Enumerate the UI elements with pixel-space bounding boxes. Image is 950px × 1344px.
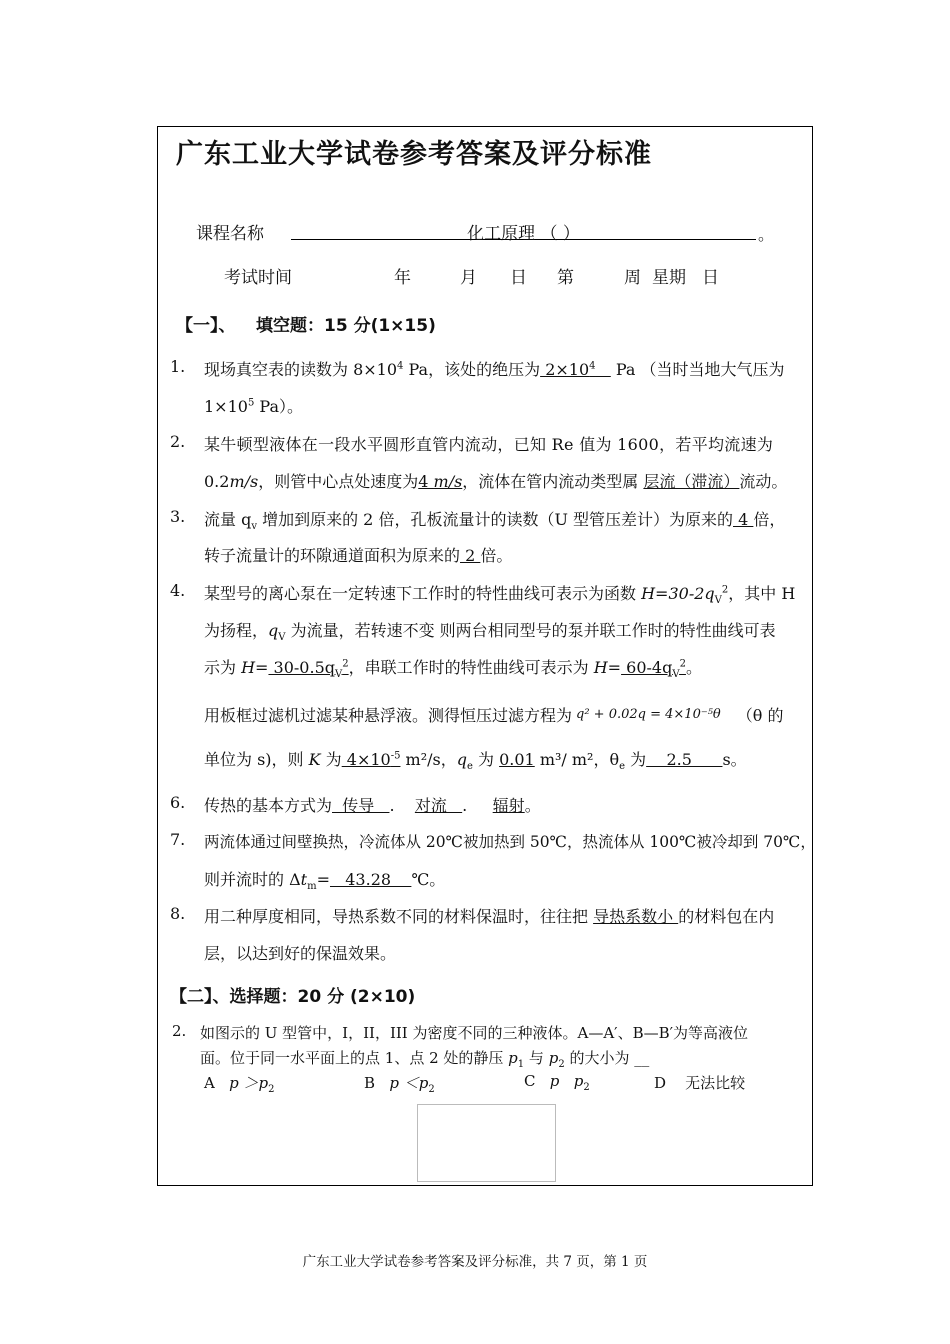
q4-answer1-sup: 2 bbox=[342, 658, 349, 670]
q4-line3-a: 示为 bbox=[204, 658, 242, 677]
q5-line2-c: m²/s， bbox=[400, 750, 457, 769]
q4-answer1 bbox=[268, 658, 349, 681]
q4-line2-q: q bbox=[268, 621, 279, 640]
course-field bbox=[291, 219, 756, 244]
mc2-line2 bbox=[200, 1047, 649, 1070]
section1-title: 填空题：15 分(1×15) bbox=[256, 316, 436, 336]
q3-answer2: 2 bbox=[460, 546, 481, 565]
option-a-label: A bbox=[204, 1074, 215, 1092]
date-week: 周 bbox=[624, 268, 641, 288]
q5-answer1-value: 4×10 bbox=[341, 750, 391, 769]
q2-line1: 某牛顿型液体在一段水平圆形直管内流动，已知 Re 值为 1600，若平均流速为 bbox=[204, 435, 774, 454]
option-c-label: C bbox=[524, 1072, 536, 1090]
q2-unit-a: m/s bbox=[229, 472, 259, 491]
exam-time-label: 考试时间 bbox=[224, 268, 292, 288]
date-month: 月 bbox=[460, 268, 477, 288]
q8-answer: 导热系数小 bbox=[593, 907, 679, 926]
q5-answer3: 2.5 bbox=[646, 750, 723, 769]
q2-text-d: 流动。 bbox=[739, 472, 788, 491]
page-footer: 广东工业大学试卷参考答案及评分标准，共 7 页，第 1 页 bbox=[302, 1254, 648, 1270]
q2-text-b: ，则管中心点处速度为 bbox=[258, 472, 419, 491]
option-a-sub: 2 bbox=[268, 1084, 275, 1095]
q4-line1 bbox=[204, 581, 795, 606]
q4-formula: H=30-2q bbox=[641, 584, 715, 603]
q4-text-a: 某型号的离心泵在一定转速下工作时的特性曲线可表示为函数 bbox=[204, 584, 642, 603]
q3-line2-b: 倍。 bbox=[480, 546, 513, 565]
course-label: 课程名称 bbox=[196, 224, 264, 244]
mc2-option-a bbox=[204, 1072, 275, 1095]
q4-number: 4. bbox=[170, 581, 186, 600]
q5-line2-a: 单位为 s)，则 bbox=[204, 750, 309, 769]
q4-formula-sub: V bbox=[714, 595, 722, 607]
q5-formula: q² + 0.02q = 4×10⁻⁵θ bbox=[576, 707, 721, 722]
q2-text-a: 0.2 bbox=[204, 472, 230, 491]
q4-answer2-sub: V bbox=[672, 669, 680, 681]
q1-text-b: Pa，该处的绝压为 bbox=[403, 360, 541, 379]
q1-line2 bbox=[204, 394, 303, 417]
q5-answer2: 0.01 bbox=[499, 750, 535, 769]
u-tube-figure-placeholder bbox=[417, 1104, 556, 1182]
q1-text-e: Pa）。 bbox=[254, 397, 304, 416]
q4-answer1-sub: V bbox=[335, 669, 343, 681]
section2-heading: 【二】、选择题：20 分 (2×10) bbox=[170, 987, 416, 1007]
q8-line1 bbox=[204, 904, 774, 927]
mc2-line2-a: 面。位于同一水平面上的点 1、点 2 处的静压 bbox=[200, 1049, 509, 1067]
q4-line2-b: 为流量，若转速不变 则两台相同型号的泵并联工作时的特性曲线可表 bbox=[285, 621, 776, 640]
q4-answer1-value: 30-0.5q bbox=[268, 658, 335, 677]
q2-text-c: ，流体在管内流动类型属 bbox=[462, 472, 644, 491]
option-b-sub: 2 bbox=[428, 1084, 435, 1095]
q2-answer1-value: 4 bbox=[418, 472, 434, 491]
q6-text-c: . bbox=[462, 796, 493, 815]
q4-line2 bbox=[204, 618, 776, 643]
section1-heading: 【一】、 bbox=[176, 316, 236, 336]
q7-line2 bbox=[204, 867, 445, 892]
q4-answer2 bbox=[621, 658, 686, 681]
mc2-option-d bbox=[654, 1072, 745, 1093]
date-weekday: 日 bbox=[702, 268, 719, 288]
course-line bbox=[196, 219, 264, 244]
q3-sub-a: v bbox=[251, 521, 257, 533]
option-a-text: p ＞p bbox=[229, 1074, 269, 1092]
q4-line3-h: H= bbox=[241, 658, 269, 677]
q5-theta-sub: e bbox=[619, 761, 626, 773]
q7-number: 7. bbox=[170, 830, 186, 849]
mc2-line1: 如图示的 U 型管中，I，II，III 为密度不同的三种液体。A—A′、B—B′为等高液位 bbox=[200, 1024, 749, 1042]
q1-answer-base: 2×10 bbox=[540, 360, 590, 379]
q6-text-a: 传热的基本方式为 bbox=[204, 796, 333, 815]
q8-number: 8. bbox=[170, 904, 186, 923]
q6-text-b: . bbox=[389, 796, 415, 815]
q4-answer2-value: 60-4q bbox=[621, 658, 673, 677]
option-d-text: 无法比较 bbox=[685, 1074, 746, 1092]
course-value: 化工原理 （ ） bbox=[467, 224, 580, 244]
q4-text-b: ，其中 H bbox=[728, 584, 796, 603]
q1-answer bbox=[540, 360, 611, 379]
mc2-option-c bbox=[524, 1072, 590, 1093]
option-c-sub: 2 bbox=[583, 1082, 590, 1093]
date-weekday-label: 星期 bbox=[652, 268, 686, 288]
q7-line1: 两流体通过间壁换热，冷流体从 20℃被加热到 50℃，热流体从 100℃被冷却到 70℃， bbox=[204, 833, 816, 851]
q8-line1-b: 的材料包在内 bbox=[678, 907, 775, 926]
q5-line2-e: m³/ m²， bbox=[534, 750, 610, 769]
course-end: 。 bbox=[758, 225, 775, 244]
option-d-label: D bbox=[654, 1074, 667, 1092]
q6-answer3: 辐射 bbox=[492, 796, 525, 815]
q5-line2-d: 为 bbox=[472, 750, 500, 769]
q7-line2-a: 则并流时的 Δ bbox=[204, 870, 301, 889]
q3-number: 3. bbox=[170, 507, 186, 526]
date-year: 年 bbox=[394, 268, 411, 288]
q3-line2 bbox=[204, 543, 512, 566]
q3-answer1: 4 bbox=[733, 510, 754, 529]
q7-t-sub: m bbox=[307, 881, 317, 893]
q7-t: t bbox=[300, 870, 308, 889]
mc2-line2-b: 与 bbox=[524, 1049, 549, 1067]
q7-line2-b: = bbox=[316, 870, 330, 889]
q2-answer1-unit: m/s bbox=[433, 472, 463, 491]
q5-answer1 bbox=[342, 750, 401, 769]
q1-number: 1. bbox=[170, 357, 186, 376]
page-title: 广东工业大学试卷参考答案及评分标准 bbox=[176, 139, 652, 170]
q7-answer: 43.28 bbox=[329, 870, 412, 889]
q4-line3-b: ，串联工作时的特性曲线可表示为 bbox=[348, 658, 594, 677]
date-week-prefix: 第 bbox=[557, 268, 574, 288]
option-c-text: p p bbox=[549, 1072, 584, 1090]
q5-line2-g: s。 bbox=[722, 750, 747, 769]
mc2-number: 2. bbox=[172, 1022, 187, 1040]
q4-line2-a: 为扬程， bbox=[204, 621, 269, 640]
q1-text-a: 现场真空表的读数为 8×10 bbox=[204, 360, 398, 379]
q7-line2-c: ℃。 bbox=[411, 870, 446, 889]
q1-text-c: Pa （当时当地大气压为 bbox=[610, 360, 785, 379]
q2-number: 2. bbox=[170, 432, 186, 451]
q4-line2-sub: V bbox=[278, 632, 286, 644]
mc2-p2: p bbox=[548, 1049, 559, 1067]
mc2-p1-sub: 1 bbox=[517, 1059, 525, 1070]
q6-text-d: 。 bbox=[524, 796, 541, 815]
q6-answer2: 对流 bbox=[414, 796, 463, 815]
q3-line1 bbox=[204, 507, 785, 532]
q5-line2 bbox=[204, 747, 747, 772]
date-day: 日 bbox=[510, 268, 527, 288]
q1-text-d: 1×10 bbox=[204, 397, 248, 416]
mc2-line2-c: 的大小为 __ bbox=[564, 1049, 650, 1067]
q2-answer2: 层流（滞流） bbox=[643, 472, 740, 491]
q8-line2: 层，以达到好的保温效果。 bbox=[204, 944, 397, 963]
q5-text-a: 用板框过滤机过滤某种悬浮液。测得恒压过滤方程为 bbox=[204, 706, 573, 725]
q2-answer1 bbox=[418, 472, 462, 491]
q5-line2-b: 为 bbox=[320, 750, 342, 769]
q1-sup-a: 4 bbox=[397, 360, 404, 372]
q4-line3-h2: H= bbox=[593, 658, 622, 677]
q5-qe-sub: e bbox=[467, 761, 473, 773]
q1-answer-sup: 4 bbox=[589, 360, 596, 372]
q2-line2 bbox=[204, 469, 787, 492]
q6-number: 6. bbox=[170, 793, 186, 812]
q1-sup-d: 5 bbox=[247, 397, 255, 409]
option-b-label: B bbox=[364, 1074, 376, 1092]
q3-text-c: 倍， bbox=[753, 510, 786, 529]
q4-answer2-sup: 2 bbox=[679, 658, 686, 670]
mc2-p2-sub: 2 bbox=[558, 1059, 565, 1070]
q5-k: K bbox=[308, 750, 321, 769]
q5-qe: q bbox=[456, 750, 467, 769]
q6-line1 bbox=[204, 793, 541, 816]
q4-formula-sup: 2 bbox=[721, 584, 729, 596]
q8-line1-a: 用二种厚度相同，导热系数不同的材料保温时，往往把 bbox=[204, 907, 594, 926]
q5-theta: θ bbox=[609, 750, 620, 769]
q3-text-b: 增加到原来的 2 倍，孔板流量计的读数（U 型管压差计）为原来的 bbox=[257, 510, 734, 529]
q5-line2-f: 为 bbox=[625, 750, 647, 769]
q1-line1 bbox=[204, 357, 785, 380]
q5-text-b: （θ 的 bbox=[736, 706, 784, 725]
q4-line3-c: 。 bbox=[685, 658, 702, 677]
q5-answer1-sup: -5 bbox=[390, 750, 401, 762]
mc2-p1: p bbox=[508, 1049, 518, 1067]
q5-line1 bbox=[204, 703, 783, 726]
q6-answer1: 传导 bbox=[332, 796, 390, 815]
mc2-option-b bbox=[364, 1072, 435, 1095]
q3-line2-a: 转子流量计的环隙通道面积为原来的 bbox=[204, 546, 461, 565]
option-b-text: p ＜p bbox=[389, 1074, 429, 1092]
q3-text-a: 流量 q bbox=[204, 510, 252, 529]
q4-line3 bbox=[204, 655, 702, 680]
